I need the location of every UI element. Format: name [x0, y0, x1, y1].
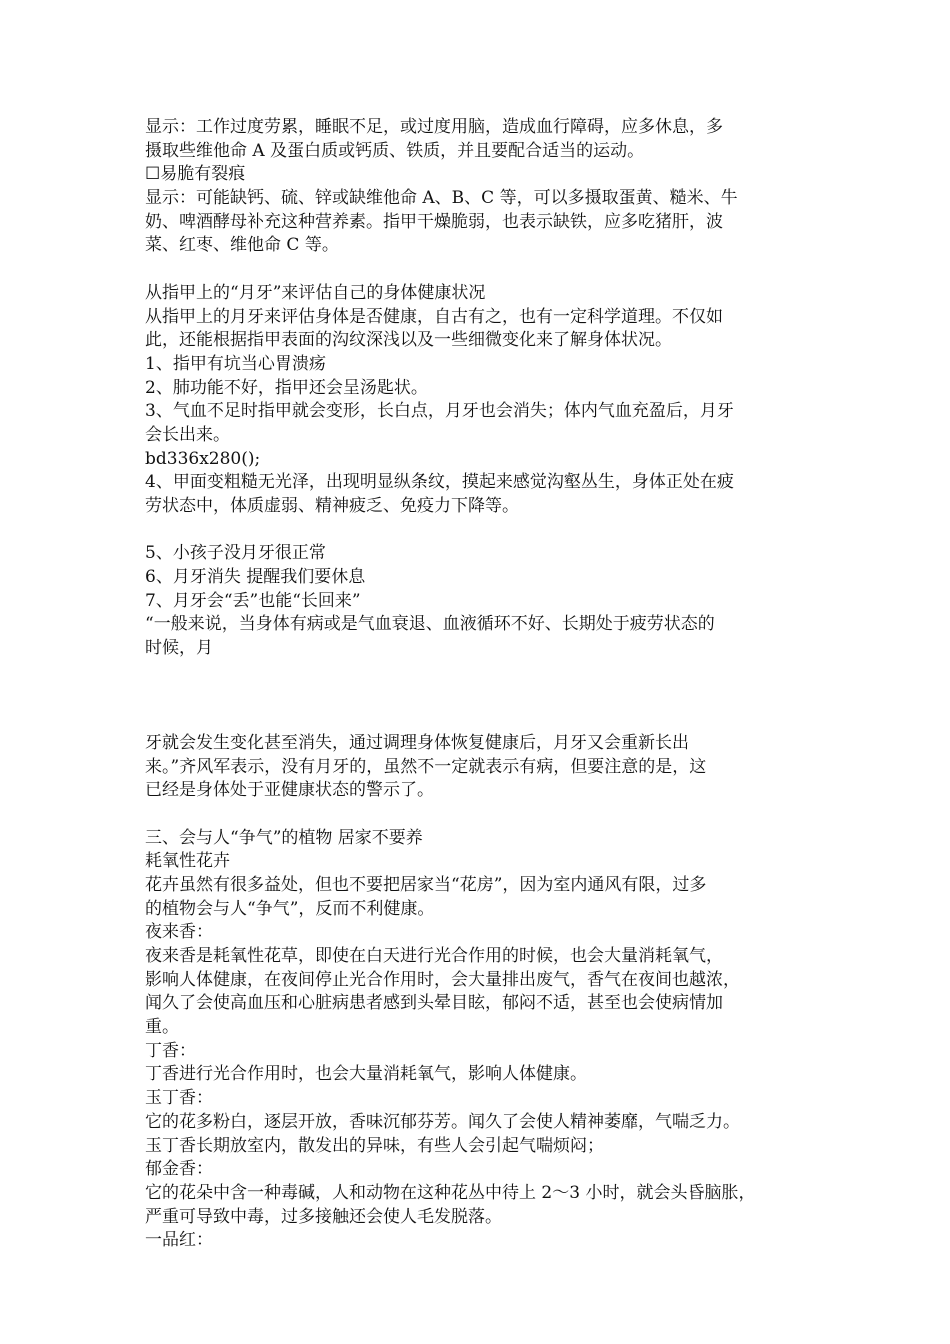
text-line: 一品红：: [145, 1230, 213, 1251]
text-line: 郁金香：: [145, 1159, 213, 1180]
text-line: 严重可导致中毒，过多接触还会使人毛发脱落。: [145, 1206, 502, 1227]
text-line: 6、月牙消失 提醒我们要休息: [145, 567, 366, 588]
paragraph-spacer: [145, 519, 825, 543]
text-line: 显示：可能缺钙、硫、锌或缺维他命 A、B、C 等，可以多摄取蛋黄、糙米、牛: [145, 188, 738, 209]
paragraph-spacer: [145, 803, 825, 827]
paragraph-spacer: [145, 258, 825, 282]
text-line: 影响人体健康，在夜间停止光合作用时，会大量排出废气，香气在夜间也越浓，: [145, 969, 740, 990]
text-line: 2、肺功能不好，指甲还会呈汤匙状。: [145, 377, 428, 398]
text-line: 1、指甲有坑当心胃溃疡: [145, 353, 326, 374]
text-line: 来。”齐风军表示，没有月牙的，虽然不一定就表示有病，但要注意的是，这: [145, 756, 707, 777]
text-line: 已经是身体处于亚健康状态的警示了。: [145, 780, 434, 801]
text-line: 菜、红枣、维他命 C 等。: [145, 235, 339, 256]
text-line: 玉丁香：: [145, 1088, 213, 1109]
text-line: “一般来说，当身体有病或是气血衰退、血液循环不好、长期处于疲劳状态的: [145, 614, 715, 635]
text-line: 7、月牙会“丢”也能“长回来”: [145, 590, 361, 611]
text-line: 它的花多粉白，逐层开放，香味沉郁芬芳。闻久了会使人精神萎靡，气喘乏力。: [145, 1111, 740, 1132]
text-line: 从指甲上的月牙来评估身体是否健康，自古有之，也有一定科学道理。不仅如: [145, 306, 723, 327]
text-line: 此，还能根据指甲表面的沟纹深浅以及一些细微变化来了解身体状况。: [145, 330, 672, 351]
text-line: 夜来香是耗氧性花草，即使在白天进行光合作用的时候，也会大量消耗氧气，: [145, 946, 723, 966]
text-line: 4、甲面变粗糙无光泽，出现明显纵条纹，摸起来感觉沟壑丛生，身体正处在疲: [145, 472, 734, 493]
text-line: 花卉虽然有很多益处，但也不要把居家当“花房”，因为室内通风有限，过多: [145, 874, 707, 895]
page-gap: [145, 661, 825, 732]
text-line: 劳状态中，体质虚弱、精神疲乏、免疫力下降等。: [145, 496, 519, 516]
text-line: 从指甲上的“月牙”来评估自己的身体健康状况: [145, 282, 486, 303]
text-line: 的植物会与人“争气”，反而不利健康。: [145, 898, 435, 919]
text-line: 丁香：: [145, 1040, 196, 1061]
text-line: 5、小孩子没月牙很正常: [145, 543, 326, 564]
text-line: 3、气血不足时指甲就会变形，长白点，月牙也会消失；体内气血充盈后，月牙: [145, 401, 734, 422]
text-line: 它的花朵中含一种毒碱，人和动物在这种花丛中待上 2～3 小时，就会头昏脑胀，: [145, 1182, 756, 1203]
text-line: 显示：工作过度劳累，睡眠不足，或过度用脑，造成血行障碍，应多休息，多: [145, 117, 723, 137]
text-line: bd336x280();: [145, 448, 261, 469]
text-line: 会长出来。: [145, 424, 230, 445]
text-line: 耗氧性花卉: [145, 851, 230, 872]
text-line: 闻久了会使高血压和心脏病患者感到头晕目眩，郁闷不适，甚至也会使病情加: [145, 993, 723, 1014]
text-line: 摄取些维他命 A 及蛋白质或钙质、铁质，并且要配合适当的运动。: [145, 140, 645, 161]
text-line: 重。: [145, 1017, 179, 1038]
text-line: 丁香进行光合作用时，也会大量消耗氧气，影响人体健康。: [145, 1064, 587, 1085]
text-line: 牙就会发生变化甚至消失，通过调理身体恢复健康后，月牙又会重新长出: [145, 732, 689, 753]
text-line: 三、会与人“争气”的植物 居家不要养: [145, 827, 423, 848]
text-line: 夜来香：: [145, 922, 213, 943]
text-line: 时候，月: [145, 638, 213, 659]
text-line: 奶、啤酒酵母补充这种营养素。指甲干燥脆弱，也表示缺铁，应多吃猪肝，波: [145, 211, 723, 232]
text-line: ☐易脆有裂痕: [145, 164, 246, 185]
text-line: 玉丁香长期放室内，散发出的异味，有些人会引起气喘烦闷；: [145, 1135, 604, 1156]
document-page: [145, 116, 825, 1253]
